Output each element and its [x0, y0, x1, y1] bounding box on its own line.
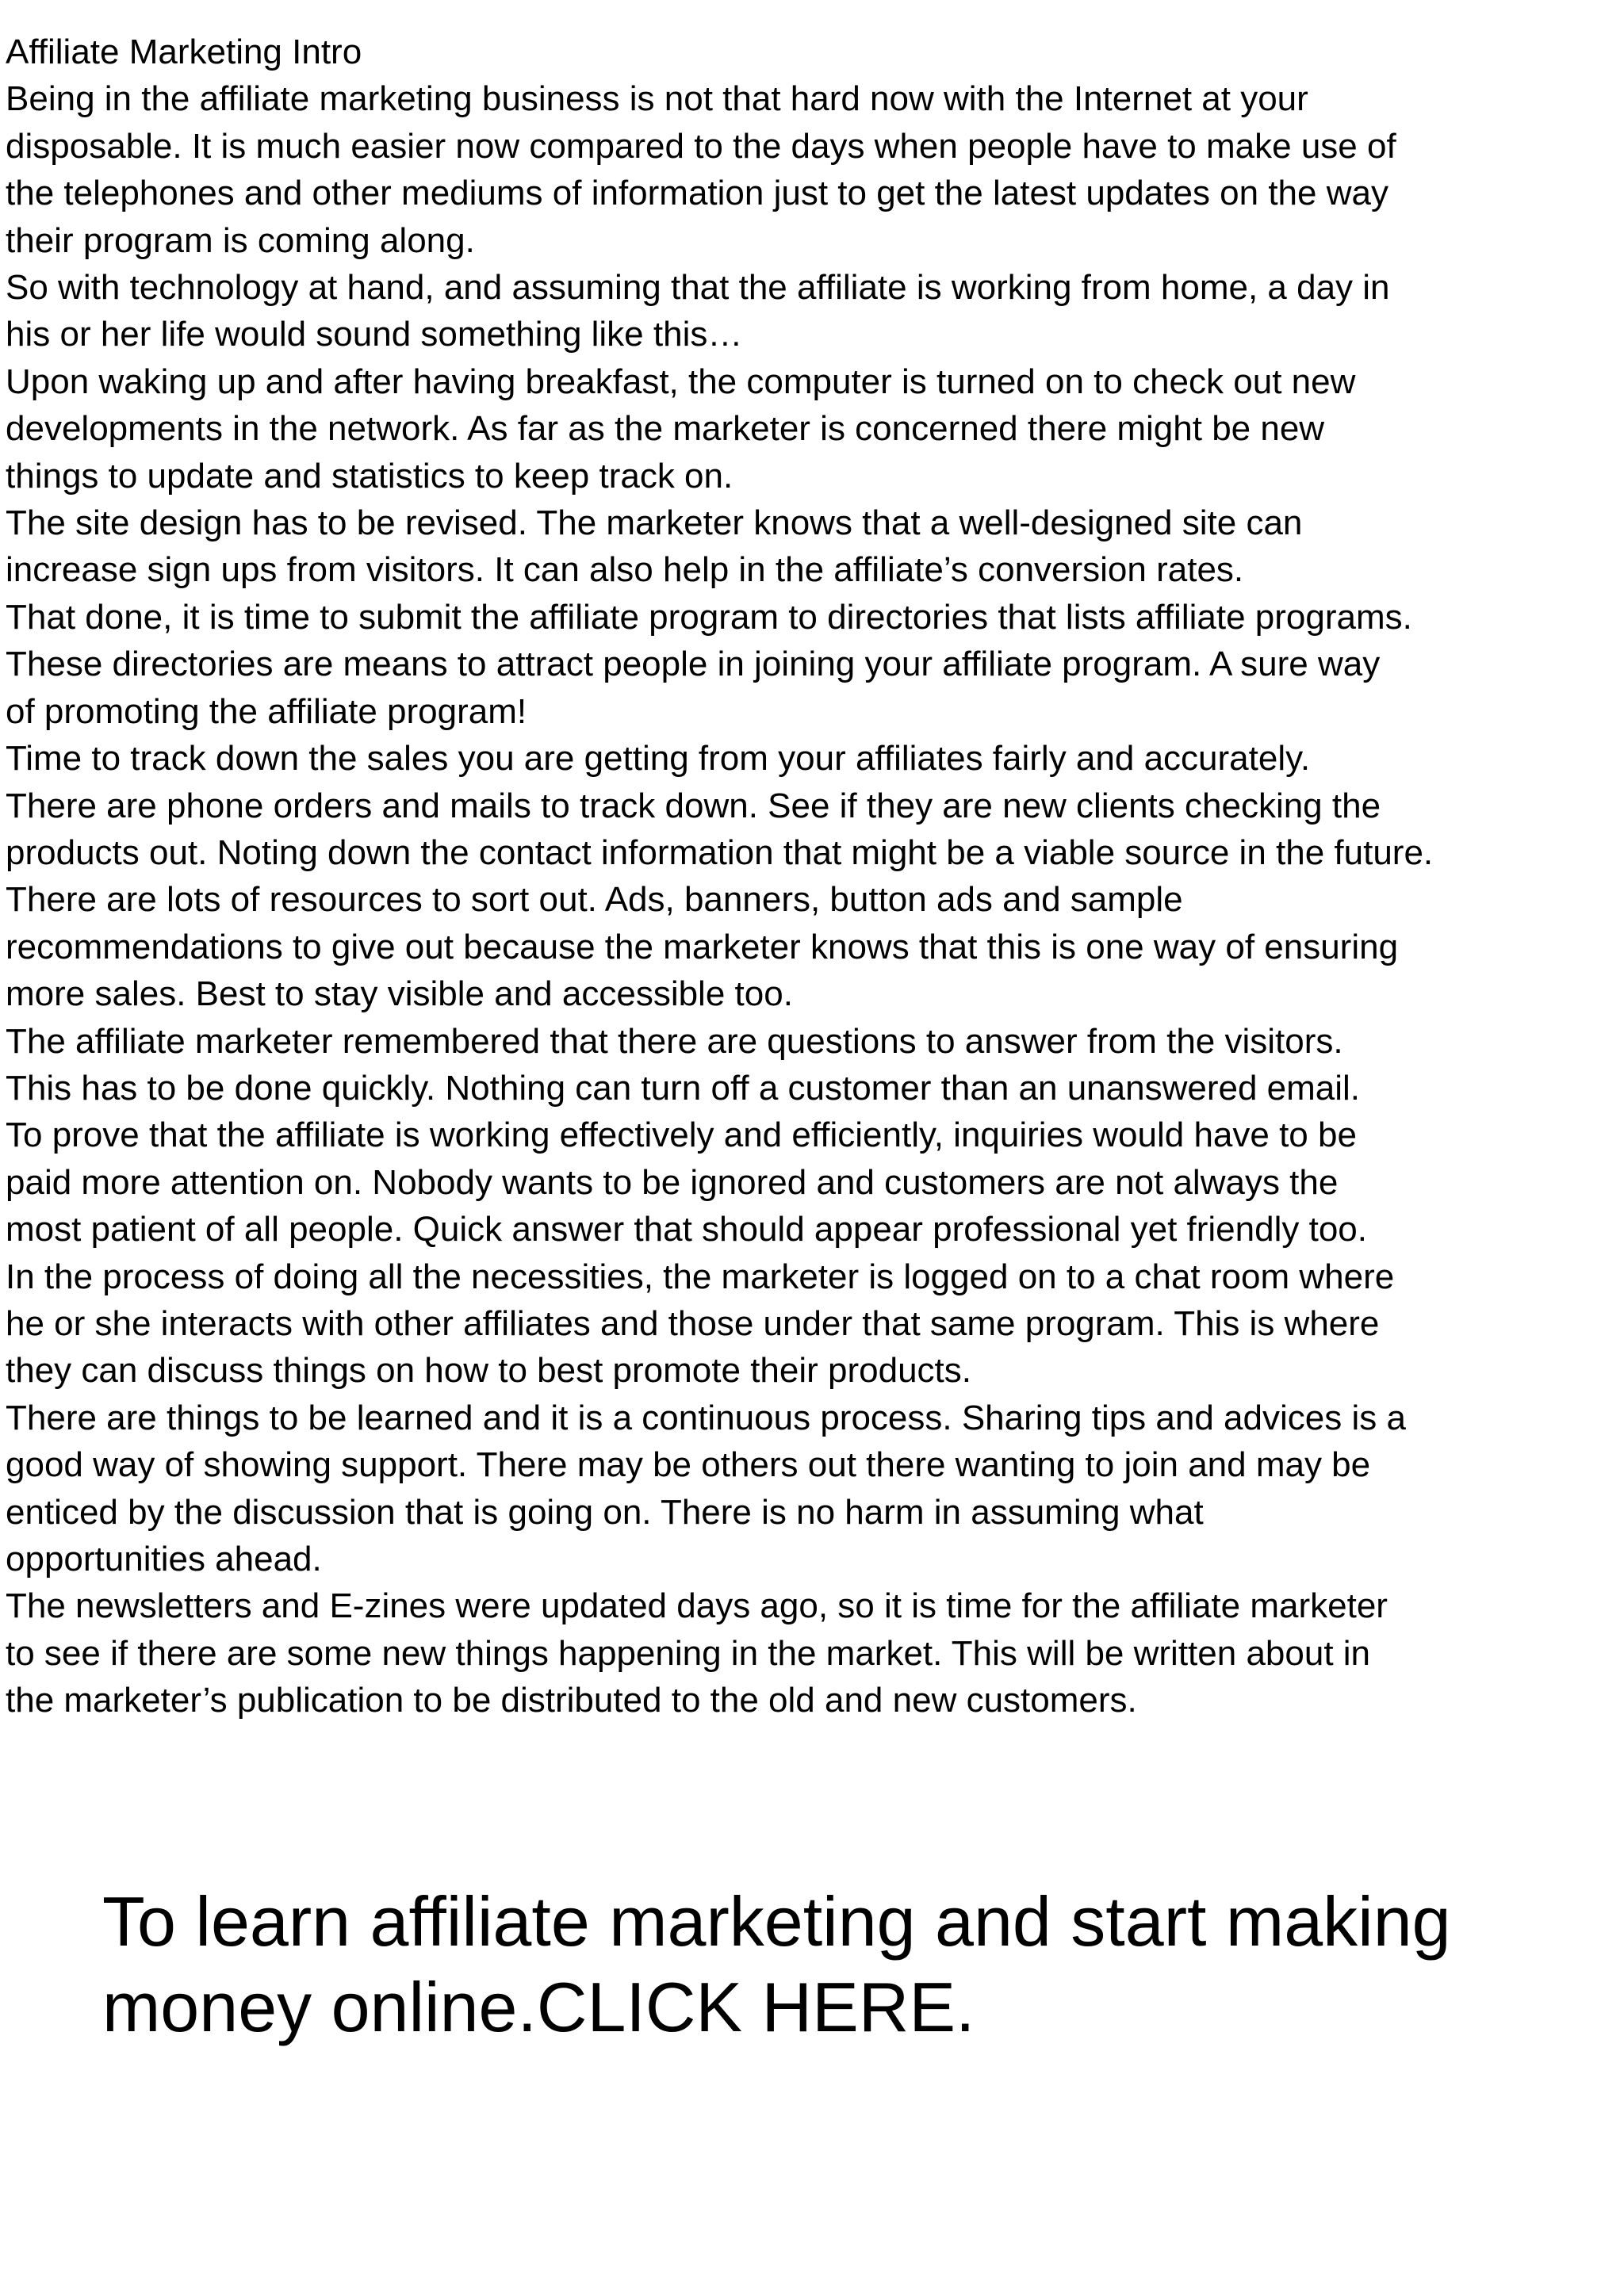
text-line: That done, it is time to submit the affiliate program to directories that lists affiliate programs.: [6, 597, 1412, 637]
text-line: products out. Noting down the contact information that might be a viable source in the future.: [6, 832, 1434, 872]
text-line: disposable. It is much easier now compared to the days when people have to make use of: [6, 126, 1396, 166]
article-title: Affiliate Marketing Intro: [6, 33, 362, 71]
text-line: There are phone orders and mails to track down. See if they are new clients checking the: [6, 786, 1381, 825]
text-line: most patient of all people. Quick answer that should appear professional yet friendly too.: [6, 1210, 1367, 1249]
text-line: enticed by the discussion that is going on. There is no harm in assuming what: [6, 1492, 1204, 1532]
text-line: increase sign ups from visitors. It can also help in the affiliate’s conversion rates.: [6, 550, 1244, 590]
text-line: Time to track down the sales you are getting from your affiliates fairly and accurately.: [6, 739, 1311, 779]
text-line: The affiliate marketer remembered that there are questions to answer from the visitors.: [6, 1021, 1343, 1061]
text-line: he or she interacts with other affiliates and those under that same program. This is where: [6, 1303, 1380, 1343]
text-line: The newsletters and E-zines were updated days ago, so it is time for the affiliate marketer: [6, 1586, 1388, 1626]
text-line: paid more attention on. Nobody wants to be ignored and customers are not always the: [6, 1162, 1339, 1202]
text-line: This has to be done quickly. Nothing can turn off a customer than an unanswered email.: [6, 1068, 1361, 1108]
text-line: to see if there are some new things happening in the market. This will be written about in: [6, 1633, 1371, 1673]
text-line: good way of showing support. There may be others out there wanting to join and may be: [6, 1445, 1371, 1485]
text-line: his or her life would sound something like this…: [6, 315, 743, 354]
text-line: The site design has to be revised. The marketer knows that a well-designed site can: [6, 503, 1303, 543]
cta-line[interactable]: To learn affiliate marketing and start making: [102, 1882, 1451, 1961]
text-line: the marketer’s publication to be distributed to the old and new customers.: [6, 1681, 1137, 1720]
text-line: So with technology at hand, and assuming that the affiliate is working from home, a day in: [6, 268, 1390, 308]
text-line: recommendations to give out because the marketer knows that this is one way of ensuring: [6, 927, 1399, 966]
text-line: they can discuss things on how to best promote their products.: [6, 1351, 971, 1391]
text-line: There are things to be learned and it is a continuous process. Sharing tips and advices is a: [6, 1398, 1406, 1437]
text-line: There are lots of resources to sort out. Ads, banners, button ads and sample: [6, 880, 1183, 920]
text-line: more sales. Best to stay visible and accessible too.: [6, 974, 793, 1014]
text-line: things to update and statistics to keep track on.: [6, 456, 733, 496]
text-line: developments in the network. As far as the marketer is concerned there might be new: [6, 409, 1325, 449]
text-line: In the process of doing all the necessities, the marketer is logged on to a chat room where: [6, 1257, 1395, 1296]
cta-line[interactable]: money online.CLICK HERE.: [102, 1968, 975, 2046]
text-line: These directories are means to attract people in joining your affiliate program. A sure way: [6, 645, 1381, 684]
text-line: To prove that the affiliate is working effectively and efficiently, inquiries would have to be: [6, 1115, 1357, 1155]
cta-block[interactable]: [102, 1879, 1593, 2050]
text-line: the telephones and other mediums of information just to get the latest updates on the way: [6, 174, 1388, 213]
text-line: their program is coming along.: [6, 220, 475, 260]
text-line: Upon waking up and after having breakfast, the computer is turned on to check out new: [6, 362, 1356, 401]
article-body: [6, 29, 1615, 1724]
text-line: of promoting the affiliate program!: [6, 691, 527, 731]
text-line: Being in the affiliate marketing business is not that hard now with the Internet at your: [6, 79, 1308, 119]
text-line: opportunities ahead.: [6, 1540, 322, 1578]
